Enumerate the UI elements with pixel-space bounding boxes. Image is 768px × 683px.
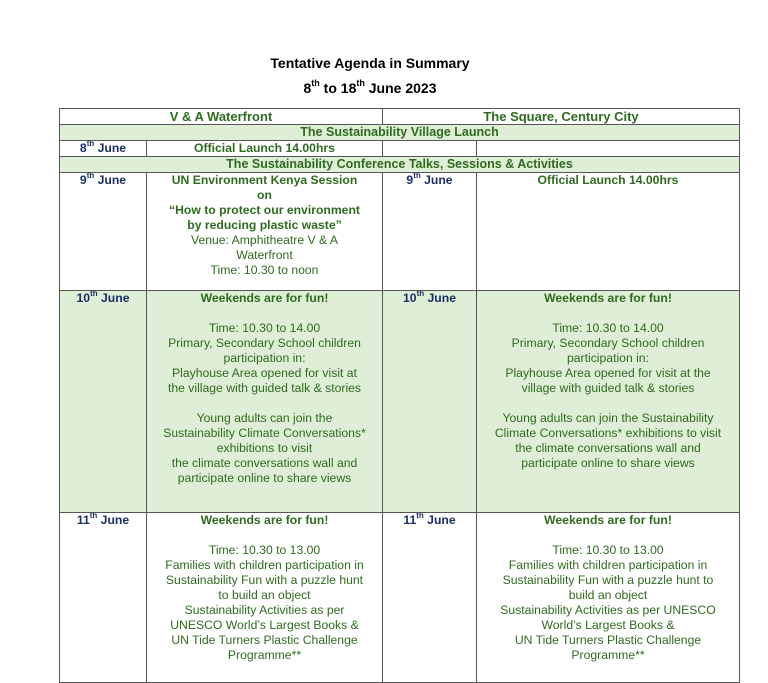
session-line: “How to protect our environment (169, 203, 360, 217)
session-line: by reducing plastic waste” (187, 218, 342, 232)
weekend-right-11 (477, 513, 740, 683)
row-10-june (60, 291, 740, 513)
activity-line: Time: 10.30 to 13.00 (208, 543, 321, 557)
weekend-right-10 (477, 291, 740, 513)
activity-line: World’s Largest Books & (541, 618, 675, 632)
weekend-heading: Weekends are for fun! (544, 513, 672, 527)
session-line: on (257, 188, 272, 202)
venue-left: V & A Waterfront (60, 109, 383, 125)
official-launch-right: Official Launch 14.00hrs (477, 173, 740, 291)
venue-line: Venue: Amphitheatre V & A (190, 233, 339, 247)
date-11-june: 11th June (60, 513, 147, 683)
date-10-june: 10th June (60, 291, 147, 513)
date-11-june-right: 11th June (383, 513, 477, 683)
activity-line: the village with guided talk & stories (167, 381, 362, 395)
activity-line: UN Tide Turners Plastic Challenge (514, 633, 702, 647)
row-11-june (60, 513, 740, 683)
activity-line: UNESCO World’s Largest Books & (170, 618, 359, 632)
activity-line: Climate Conversations* exhibitions to visit (494, 426, 722, 440)
venue-header-row (60, 109, 740, 125)
row-9-june (60, 173, 740, 291)
weekend-left-10 (147, 291, 383, 513)
activity-line: Families with children participation in (508, 558, 708, 572)
empty-cell (477, 141, 740, 157)
activity-line: Sustainability Activities as per UNESCO (500, 603, 716, 617)
activity-line: Families with children participation in (165, 558, 364, 572)
weekend-heading: Weekends are for fun! (544, 291, 672, 305)
activity-line: Young adults can join the (196, 411, 333, 425)
time-line: Time: 10.30 to noon (210, 263, 319, 277)
agenda-table (59, 108, 740, 683)
activity-line: UN Tide Turners Plastic Challenge (171, 633, 358, 647)
activity-line: the climate conversations wall and (515, 441, 701, 455)
page-subtitle: 8th to 18th June 2023 (303, 78, 437, 96)
conference-band: The Sustainability Conference Talks, Sessions & Activities (60, 157, 740, 173)
activity-line: Time: 10.30 to 14.00 (552, 321, 664, 335)
activity-line: Sustainability Fun with a puzzle hunt to (502, 573, 714, 587)
activity-line: village with guided talk & stories (521, 381, 695, 395)
activity-line: the climate conversations wall and (171, 456, 358, 470)
launch-event: Official Launch 14.00hrs (147, 141, 383, 157)
activity-line: Time: 10.30 to 14.00 (208, 321, 321, 335)
date-10-june-right: 10th June (383, 291, 477, 513)
activity-line: participation in: (223, 351, 306, 365)
conference-band-row (60, 157, 740, 173)
activity-line: Playhouse Area opened for visit at the (505, 366, 711, 380)
launch-row (60, 141, 740, 157)
activity-line: Young adults can join the Sustainability (502, 411, 714, 425)
activity-line: Sustainability Fun with a puzzle hunt (165, 573, 364, 587)
activity-line: Time: 10.30 to 13.00 (552, 543, 664, 557)
activity-line: participation in: (567, 351, 649, 365)
date-8-june: 8th June (60, 141, 147, 157)
venue-right: The Square, Century City (383, 109, 740, 125)
activity-line: build an object (568, 588, 648, 602)
weekend-left-11 (147, 513, 383, 683)
weekend-heading: Weekends are for fun! (200, 513, 329, 527)
activity-line: Primary, Secondary School children (511, 336, 705, 350)
weekend-heading: Weekends are for fun! (200, 291, 329, 305)
activity-line: to build an object (218, 588, 311, 602)
activity-line: Programme** (571, 648, 645, 662)
empty-cell (383, 141, 477, 157)
launch-band: The Sustainability Village Launch (60, 125, 740, 141)
un-environment-session (147, 173, 383, 291)
activity-line: Programme** (227, 648, 302, 662)
session-line: UN Environment Kenya Session (171, 173, 358, 187)
activity-line: Primary, Secondary School children (168, 336, 361, 350)
activity-line: Sustainability Climate Conversations* (163, 426, 366, 440)
activity-line: exhibitions to visit (216, 441, 313, 455)
activity-line: participate online to share views (521, 456, 695, 470)
activity-line: Sustainability Activities as per (184, 603, 345, 617)
activity-line: participate online to share views (177, 471, 352, 485)
page-title: Tentative Agenda in Summary (270, 55, 470, 71)
date-9-june-right: 9th June (383, 173, 477, 291)
date-9-june: 9th June (60, 173, 147, 291)
activity-line: Playhouse Area opened for visit at (172, 366, 357, 380)
venue-line: Waterfront (236, 248, 293, 262)
launch-band-row (60, 125, 740, 141)
